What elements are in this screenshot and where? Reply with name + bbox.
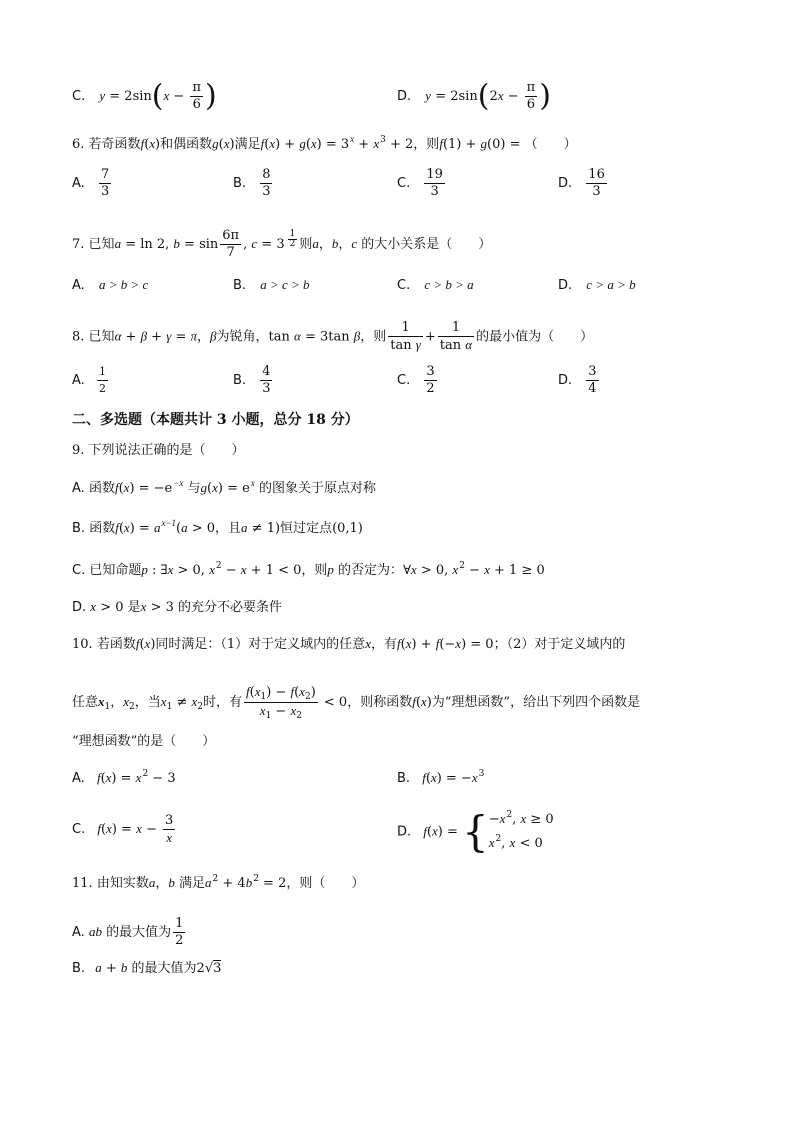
q10-stem-line-2: 任意$x_1$，$x_2$，当$x_1 \ne x_2$时，有 $\frac{f(x_1) - f(x_2)}{x_1 - x_2}$ < 0，则称函数f(x)为“理想函数”，给出下列四个函数是	[72, 684, 641, 721]
q9a-text-2: 与	[187, 481, 201, 496]
q10-option-d: D. f(x) = { $-x^2$, x ≥ 0 $x^2$, x < 0	[397, 807, 554, 856]
option-label: D.	[558, 278, 573, 293]
q6-text-c: 满足	[234, 137, 261, 152]
question-number: 9.	[72, 443, 85, 458]
option-expression: a > c > b	[260, 277, 310, 292]
question-number: 11.	[72, 876, 93, 891]
q7-option-d	[558, 276, 636, 295]
q7-option-a	[72, 276, 148, 295]
option-denominator: 3	[100, 184, 110, 199]
q7-text-b: 则	[299, 237, 313, 252]
q9d-text-1: 是	[127, 600, 141, 615]
q10-text-2a: 任意	[72, 695, 99, 710]
option-label: C.	[72, 563, 86, 578]
option-label: C.	[397, 278, 411, 293]
q9b-text-3: 恒过定点	[280, 521, 333, 536]
option-label: D.	[558, 373, 573, 388]
q9c-text-1: 已知命题	[89, 563, 142, 578]
q8-option-a	[72, 364, 110, 397]
q9-option-a: A. 函数$f(x) = -e^{-x}$ 与$g(x) = e^x$ 的图象关于原点对称	[72, 478, 376, 496]
q8-option-d	[558, 364, 601, 397]
q10-option-b: B. $f(x) = -x^3$	[397, 769, 485, 786]
q10-option-a: A. $f(x) = x^2 - 3$	[72, 769, 176, 786]
q8-text-c: ，则	[360, 329, 387, 345]
option-denominator: 3	[430, 184, 439, 199]
q10-text-2e: ，则称函数	[347, 695, 413, 710]
q9-option-c: C. 已知命题p : ∃x > 0, $x^2 - x + 1 < 0$，则p 的否定为：∀x > 0, $x^2 - x + 1 \ge 0$	[72, 561, 545, 578]
q6-option-b	[233, 167, 274, 200]
q10-text-1b: 同时满足：（1）对于定义域内的任意	[155, 637, 366, 652]
q11a-text: 的最大值为	[106, 925, 172, 940]
q10-text-1a: 若函数	[96, 637, 136, 652]
q7-option-b	[233, 276, 310, 295]
q6-text-a: 若奇函数	[88, 137, 141, 152]
q8-text-b: 为锐角，	[216, 329, 269, 345]
q10-text-1d: ；（2）对于定义域内的	[493, 637, 626, 652]
option-label: C.	[397, 373, 411, 388]
q8-option-c	[397, 364, 439, 397]
q6-option-d	[558, 167, 609, 200]
q11-stem: 11. 由知实数a，b 满足$a^2 + 4b^2 = 2$，则（ ）	[72, 874, 365, 891]
option-expression: c > b > a	[424, 277, 474, 292]
q11-option-b: B. a + b 的最大值为2√3	[72, 960, 222, 976]
question-number: 8.	[72, 329, 85, 345]
q9a-text-1: 函数	[88, 481, 115, 496]
option-label: C.	[72, 822, 86, 837]
option-denominator: 2	[98, 382, 106, 395]
q7-text-a: 已知	[88, 237, 115, 252]
q6-option-a	[72, 167, 113, 200]
q9-option-d: D. x > 0 是x > 3 的充分不必要条件	[72, 599, 283, 615]
q5-option-c: C. y = 2sin(x − $\frac{\pi}{6}$ )	[72, 78, 217, 114]
option-label: D.	[397, 824, 412, 840]
q9c-text-3: 的否定为：	[338, 563, 404, 578]
q9-option-b: B. 函数$f(x) = a^{x-1}(a > 0$，且a ≠ 1)恒过定点(0,1)	[72, 518, 363, 536]
question-number: 10.	[72, 637, 93, 652]
section-heading: 二、多选题（本题共计 3 小题，总分 18 分）	[72, 412, 359, 428]
option-numerator: 3	[426, 364, 435, 379]
option-label: B.	[233, 176, 247, 191]
q9b-text-1: 函数	[89, 521, 116, 536]
q11-text-a: 由知实数	[96, 876, 149, 891]
q9-text: 下列说法正确的是（ ）	[88, 443, 245, 458]
q7-stem: 7. 已知a = ln 2, b = sin $\frac{6\pi}{7}$ , c = 3 $^{\frac{1}{2}}$ 则a，b，c 的大小关系是（ ）	[72, 228, 492, 260]
option-numerator: 7	[100, 167, 110, 182]
option-label: A.	[72, 925, 85, 940]
q6-stem: 6. 若奇函数f(x)和偶函数g(x)满足$f(x) + g(x) = 3^x + x^3 + 2$，则f(1) + g(0) = （ ）	[72, 134, 577, 152]
q10-stem-line-1: 10. 若函数f(x)同时满足：（1）对于定义域内的任意x，有f(x) + f(−x) = 0；（2）对于定义域内的	[72, 636, 626, 652]
q6-option-c	[397, 167, 447, 200]
q11-text-c: ，则（ ）	[286, 876, 365, 891]
option-label: A.	[72, 176, 85, 191]
q11b-text: 的最大值为	[131, 961, 197, 976]
question-number: 6.	[72, 137, 85, 152]
q6-text-b: 和偶函数	[160, 137, 213, 152]
q9d-text-2: 的充分不必要条件	[178, 600, 283, 615]
q9a-text-3: 的图象关于原点对称	[258, 481, 376, 496]
q10-text-2b: ，	[110, 695, 124, 710]
q7-text-c: 的大小关系是（ ）	[361, 237, 492, 252]
question-number: 7.	[72, 237, 85, 252]
q10-text-2f: 为“理想函数”，给出下列四个函数是	[431, 695, 641, 710]
q10-text-2d: 时，有	[203, 695, 243, 710]
option-label: B.	[72, 961, 86, 976]
option-numerator: 1	[97, 364, 108, 381]
option-label: B.	[233, 373, 247, 388]
option-label: A.	[72, 278, 85, 293]
q9b-text-2: ，且	[215, 521, 242, 536]
option-expression: c > a > b	[586, 277, 636, 292]
option-label: B.	[233, 278, 247, 293]
option-denominator: 2	[426, 381, 435, 396]
q6-text-d: ，则	[413, 137, 440, 152]
q11-text-b: 满足	[179, 876, 206, 891]
option-label: A.	[72, 481, 85, 496]
option-expression: a > b > c	[98, 277, 149, 292]
option-label: D.	[558, 176, 573, 191]
q8-text-a: 已知	[88, 329, 115, 345]
option-label: D.	[72, 600, 87, 615]
option-label: D.	[397, 89, 412, 104]
option-numerator: 3	[588, 364, 597, 379]
q8-option-b	[233, 364, 274, 397]
option-label: B.	[397, 771, 411, 786]
option-numerator: 19	[426, 167, 443, 182]
q10-stem-line-3: “理想函数”的是（ ）	[72, 734, 216, 749]
option-numerator: 16	[588, 167, 605, 182]
q8-stem: 8. 已知α + β + γ = π，β为锐角，tan α = 3tan β，则 $\frac{1}{\text{tan γ}}$ + $\frac{1}{\text{tan α}}$ 的最小值为（ ）	[72, 320, 594, 353]
option-denominator: 3	[262, 381, 271, 396]
option-numerator: 4	[262, 364, 271, 379]
option-label: A.	[72, 373, 85, 388]
option-denominator: 3	[262, 184, 271, 199]
q6-text-e: （ ）	[524, 137, 577, 152]
option-label: B.	[72, 521, 86, 536]
q7-option-c	[397, 276, 474, 295]
option-label: C.	[72, 89, 86, 104]
q9c-text-2: ，则	[301, 563, 328, 578]
q10-text-2c: ，当	[134, 695, 161, 710]
q10-option-c: C. f(x) = x − $\frac{3}{x}$	[72, 813, 174, 845]
option-numerator: 8	[262, 167, 271, 182]
q5-option-d: D. y = 2sin(2x − $\frac{\pi}{6}$ )	[397, 78, 551, 114]
q11-option-a: A. ab 的最大值为 $\frac{1}{2}$	[72, 916, 184, 948]
option-label: A.	[72, 771, 85, 786]
option-denominator: 3	[592, 184, 601, 199]
q8-text-d: 的最小值为（ ）	[476, 329, 594, 345]
option-label: C.	[397, 176, 411, 191]
option-denominator: 4	[588, 381, 597, 396]
q9-stem	[72, 442, 245, 460]
q10-text-1c: ，有	[370, 637, 397, 652]
